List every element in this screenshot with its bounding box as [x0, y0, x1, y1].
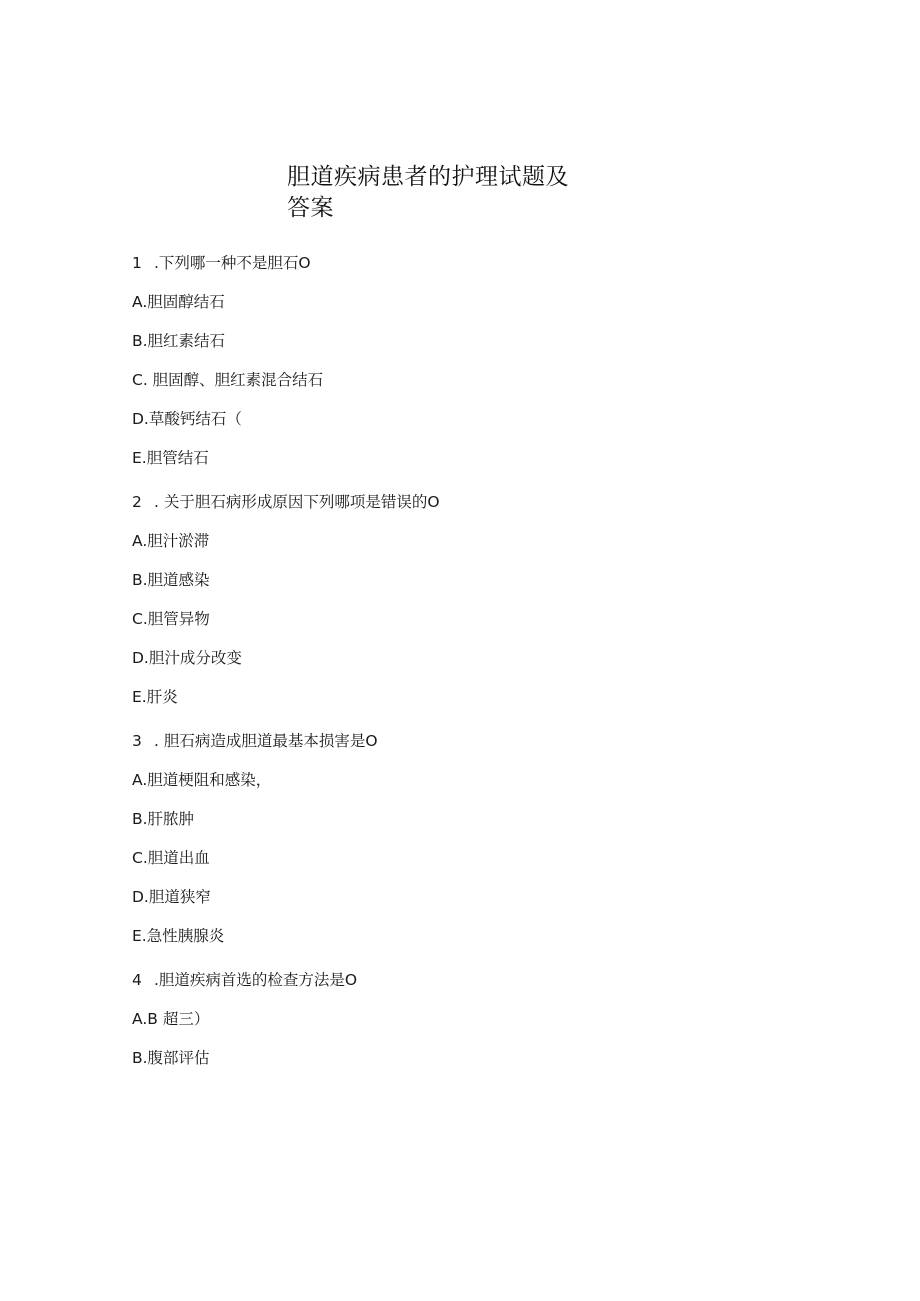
question-stem: [132, 491, 832, 513]
question-3: [132, 730, 832, 947]
option-b: B.胆道感染: [132, 571, 210, 589]
option-b: B.肝脓肿: [132, 810, 195, 828]
question-stem: [132, 252, 832, 274]
option-b: B.腹部评估: [132, 1049, 210, 1067]
question-number: 2: [132, 493, 142, 511]
option-a: A.胆道梗阻和感染，: [132, 771, 272, 789]
question-list: [132, 252, 832, 1069]
question-text: .胆道疾病首选的检查方法是O: [154, 971, 358, 989]
option-d: D.胆道狭窄: [132, 888, 211, 906]
question-stem: [132, 969, 832, 991]
option-b: B.胆红素结石: [132, 332, 226, 350]
question-text: . 关于胆石病形成原因下列哪项是错误的O: [154, 493, 440, 511]
option-e: E.急性胰腺炎: [132, 927, 225, 945]
document-title: 胆道疾病患者的护理试题及答案: [287, 164, 569, 221]
question-number: 4: [132, 971, 142, 989]
question-stem: [132, 730, 832, 752]
option-c: C. 胆固醇、胆红素混合结石: [132, 371, 324, 389]
question-text: .下列哪一种不是胆石O: [154, 254, 311, 272]
option-a: A.B 超三）: [132, 1010, 210, 1028]
option-c: C.胆管异物: [132, 610, 210, 628]
option-a: A.胆汁淤滞: [132, 532, 210, 550]
question-1: [132, 252, 832, 469]
option-e: E.胆管结石: [132, 449, 209, 467]
option-d: D.胆汁成分改变: [132, 649, 242, 667]
option-c: C.胆道出血: [132, 849, 210, 867]
option-d: D.草酸钙结石（: [132, 410, 242, 428]
question-4: [132, 969, 832, 1069]
option-a: A.胆固醇结石: [132, 293, 225, 311]
question-2: [132, 491, 832, 708]
option-e: E.肝炎: [132, 688, 178, 706]
question-number: 1: [132, 254, 142, 272]
question-number: 3: [132, 732, 142, 750]
question-text: . 胆石病造成胆道最基本损害是O: [154, 732, 378, 750]
